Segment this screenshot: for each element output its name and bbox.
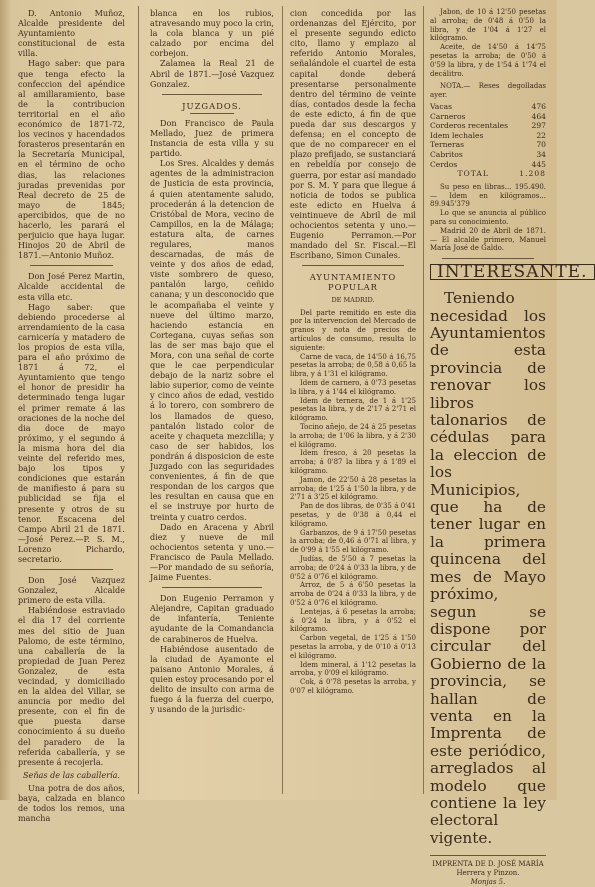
imprint-line: IMPRENTA DE D. JOSÉ MARÍA Herrera y Pinzon.	[432, 860, 544, 878]
notice-mellado-heading: Don Francisco de Paula Mellado, Juez de primera Instancia de esta villa y su partido.	[150, 117, 274, 159]
price-item: Garbanzos, de 9 á 17'50 pesetas la arroba; de 0,46 á 0'71 al libra, y de 0'99 á 1'55 el kilógramo.	[290, 528, 416, 555]
column-rule	[423, 6, 424, 794]
market-prices-continued	[430, 8, 546, 100]
imprint-address: Monjas 5.	[470, 878, 506, 887]
imprint	[430, 855, 546, 887]
total-value: 1.208	[519, 169, 546, 179]
price-item: Pan de dos libras, de 0'35 á 0'41 pesetas, y de 0'38 á 0,44 el kilógramo.	[290, 502, 416, 528]
column-3	[290, 8, 416, 696]
price-item: Carbon vegetal, de 1'25 á 1'50 pesetas la arroba, y de 0'10 á 0'13 el kilógramo.	[290, 634, 416, 660]
separator	[190, 113, 234, 114]
column-rule	[138, 6, 139, 794]
notice-perez-heading: Don José Perez Martin, Alcalde accidental de esta villa etc.	[18, 271, 125, 302]
section-subheading-madrid: DE MADRID.	[331, 295, 375, 304]
section-heading-ayuntamiento: AYUNTAMIENTO POPULAR	[309, 272, 397, 293]
table-row	[430, 150, 546, 160]
price-item: Lentejas, á 6 pesetas la arroba; á 0'24 la libra, y á 0'52 el kilógramo.	[290, 607, 416, 634]
market-prices-intro: Del parte remitido en este dia por la intervencion del Mercado de granos y nota de precios de artículos de consumo, resulta lo siguiente:	[290, 308, 416, 352]
separator	[162, 587, 262, 588]
table-cell-value: 70	[536, 140, 546, 150]
separator	[442, 258, 534, 259]
madrid-signature: Madrid 20 de Abril de 1871.— El alcalde primero, Manuel María José de Galdo.	[430, 226, 546, 253]
table-cell-value: 297	[531, 121, 546, 131]
separator	[302, 265, 404, 266]
table-row	[430, 131, 546, 141]
table-cell-label: Corderos recentales	[430, 121, 509, 131]
table-row	[430, 160, 546, 170]
interesante-body	[430, 290, 546, 847]
notice-munoz-body: Hago saber: que para que tenga efecto la confeccion del apéndice al amillaramiento, base de la contribucion territorial en el año económico de 1871-72, los vecinos y hacendados forasteros presentarán en la Secretaría Municipal, en el término de ocho dias, las relaciones juradas prevenidas por Real decreto de 25 de mayo de 1845; apercibidos, que de no hacerlo, les parará el perjuicio que haya lugar. Hinojos 20 de Abril de 1871.—Antonio Muñoz.	[18, 58, 125, 261]
price-item: Jabon, de 10 á 12'50 pesetas al arroba; de 0'48 á 0'50 la libra, y de 1'04 á 1'27 el kilógramo.	[430, 8, 546, 43]
table-cell-value: 445	[531, 159, 546, 169]
table-cell-label: Cabritos	[430, 149, 463, 159]
price-item: Idem de ternera, de 1 á 1'25 pesetas la libra, y de 2'17 á 2'71 el kilógramo.	[290, 396, 416, 423]
interesante-title-box	[430, 262, 588, 283]
slaughter-summary	[430, 183, 546, 253]
notice-vazquez-signature: Zalamea la Real 21 de Abril de 1871.—José Vazquez Gonzalez.	[150, 58, 274, 89]
total-label: TOTAL	[457, 169, 489, 179]
price-item: Carne de vaca, de 14'50 á 16,75 pesetas la arroba; de 0,58 á 0,65 la libra, y á 1'31 el kilógramo.	[290, 352, 416, 379]
table-cell-value: 22	[536, 130, 546, 140]
table-cell-value: 34	[536, 149, 546, 159]
notice-mellado-body: Los Sres. Alcaldes y demás agentes de la administracion de Justicia de esta provincia, á quien atentamente saludo, procederán á la detencion de Cristóbal de Mora, vecino de Campillos, en la de Málaga; estatura alta, de carnes regulares, manos descarnadas, de más de veinte y dos años de edad, viste sombrero de queso, pantalón largo, ceñido canana; y un desconocido que le acompañaba el veinte y nueve del último marzo, haciendo estancia en Cortegana, cuyas señas son las de ser mas bajo que el Mora, con una señal de corte que le cae perpendicular debajo de la nariz sobre el labio superior, como de veinte y cinco años de edad, vestido á lo torero, con sombrero de los llamados de queso, pantalón listado color de aceite y chaqueta mezclilla; y caso de ser habidos, los pondrán á disposicion de este Juzgado con las seguridades convenientes, á fin de que respondan de los cargos que les resultan en causa que en el se instruye por hurto de treinta y cuatro cerdos.	[150, 158, 274, 522]
price-item: Idem mineral, á 1'12 pesetas la arroba, y 0'09 el kilógramo.	[290, 660, 416, 678]
notice-vazquez-body: Habiéndose estraviado el dia 17 del corriente mes del sitio de Juan Palomo, de este término, una caballería de la propiedad de Juan Perez Gonzalez, de esta vecindad, y domiciliado en la aldea del Villar, se anuncia por medio del presente, con el fin de que puesta darse conocimiento á su dueño del paradero de la referida caballería, y se presente á recojerla.	[18, 605, 125, 767]
interesante-text: Teniendo necesidad los Ayuntamientos de esta provincia de renovar los libros talonarios de cédulas para la eleccion de los Municipios, que ha de tener lugar en la primera quincena del mes de Mayo próximo, segun se dispone por circular del Gobierno de la provincia, se hallan de venta en la Imprenta de este periódico, arreglados al modelo que contiene la ley electoral vigente.	[430, 289, 546, 847]
market-prices	[290, 309, 416, 696]
price-item: Idem de carnero, á 0'73 pesetas la libra, y á 1'44 el kilógramo.	[290, 379, 416, 396]
price-item: Tocino añejo, de 24 á 25 pesetas la arroba; de 1'06 la libra, y á 2'30 el kilógramo.	[290, 422, 416, 449]
slaughter-table	[430, 102, 546, 179]
notice-vazquez-subhead: Señas de las caballería.	[23, 769, 120, 780]
column-2	[150, 8, 274, 714]
notice-vazquez-continued: blanca en los rubios, atravesando muy poco la crin, la cola blanca y un pié calzado por encima del corbejon.	[150, 8, 274, 59]
page-fold-shadow	[0, 0, 10, 800]
table-cell-label: Idem lechales	[430, 130, 484, 140]
table-cell-label: Cerdos	[430, 159, 458, 169]
table-cell-label: Carneros	[430, 111, 466, 121]
table-cell-value: 476	[531, 101, 546, 111]
notice-vazquez-heading: Don José Vazquez Gonzalez, Alcalde primero de esta villa.	[18, 575, 125, 606]
notice-vazquez-description: Una potra de dos años, baya, calzada en blanco de todos los remos, una mancha	[18, 782, 125, 824]
notice-perez-body: Hago saber: que debiendo procederse al arrendamiento de la casa carnicería y matadero de los propios de esta villa, para el año próximo de 1871 á 72, el Ayuntamiento que tengo el honor de presidir ha determinado tenga lugar el primer remate á las oraciones de la noche del dia doce de mayo próximo, y el segundo á la misma hora del dia veinte del referido mes, bajo los tipos y condiciones que estarán de manifiesto á para su publicidad se fija el presente y otros de su tenor. Escacena del Campo Abril 21 de 1871.—José Perez.—P. S. M., Lorenzo Pichardo, secretario.	[18, 301, 125, 564]
table-row	[430, 140, 546, 150]
notice-perramon-body: Habiéndose ausentado de la ciudad de Ayamonte el paisano Antonio Morales, á quien estoy procesando por el delito de insulto con arma de fuego á la fuerza del cuerpo, y usando de la jurisdic-	[150, 643, 274, 715]
column-4	[430, 8, 588, 887]
column-rule	[282, 6, 283, 794]
price-item: Judías, de 5'50 á 7 pesetas la arroba; de 0'24 á 0'33 la libra, y de 0'52 á 0'76 el kilógramo.	[290, 554, 416, 581]
table-cell-label: Terneras	[430, 140, 465, 150]
table-cell-value: 464	[531, 111, 546, 121]
price-item: Aceite, de 14'50 á 14'75 pesetas la arroba; de 0'50 á 0'59 la libra, y de 1'54 á 1'74 el decálitro.	[430, 43, 546, 78]
table-total-row	[430, 169, 546, 179]
column-1	[18, 8, 125, 823]
notice-munoz-heading: D. Antonio Muñoz, Alcalde presidente del Ayuntamiento constitucional de esta villa.	[18, 8, 125, 59]
separator	[162, 94, 262, 95]
notice-perramon-continued: cion concedida por las ordenanzas del Ejército, por el presente segundo edicto cito, llamo y emplazo al referido Antonio Morales, señalándole el cuartel de esta capital donde deberá presentarse personalmente dentro del término de veinte días, contados desde la fecha de este edicto, á fin de que pueda dar sus descargos y defensa; en el concepto de que de no comparecer en el plazo prefijado, se sustanciará en rebeldía por consejo de guerra, por estar así mandado por S. M. Y para que llegue á noticia de todos se publica este edicto en Huelva á veintinueve de Abril de mil ochocientos setenta y uno.—Eugenio Perramon.—Por mandado del Sr. Fiscal.—El Escribano, Simon Cunales.	[290, 8, 416, 261]
slaughter-note: NOTA.— Reses degolladas ayer.	[430, 82, 546, 100]
price-item: Cok, á 0'78 pesetas la arroba, y 0'07 el kilógramo.	[290, 678, 416, 695]
announcement-text: Lo que se anuncia al público para su conocimiento.	[430, 209, 546, 226]
separator	[30, 265, 113, 266]
price-item: Arroz, de 5 á 6'50 pesetas la arroba de 0'24 á 0'33 la libra, y de 0'52 á 0'76 el kilógramo.	[290, 581, 416, 607]
separator	[30, 569, 113, 570]
table-cell-label: Vacas	[430, 101, 452, 111]
weight-text: Su peso en libras... 195.490.— Idem en kilógramos... 89.945'379	[430, 182, 546, 209]
table-row	[430, 102, 546, 112]
price-item: Idem fresco, á 20 pesetas la arroba; á 0'87 la libra y á 1'89 el kilógramo.	[290, 449, 416, 475]
interesante-title: INTERESANTE.	[430, 264, 595, 280]
notice-perramon-heading: Don Eugenio Perramon y Alejandre, Capitan graduado de infantería, Teniente ayudante de la Comandancia de carabineros de Huelva.	[150, 593, 274, 644]
price-item: Jamon, de 22'50 á 28 pesetas la arroba; de 1'25 á 1'50 la libra, y de 2'71 á 3'25 el kilógramo.	[290, 475, 416, 502]
notice-mellado-signature: Dado en Aracena y Abril diez y nueve de mil ochocientos setenta y uno.—Francisco de Paula Mellado.—Por mandado de su señoría, Jaime Fuentes.	[150, 521, 274, 583]
table-row	[430, 112, 546, 122]
table-row	[430, 121, 546, 131]
section-heading-juzgados: JUZGADOS.	[182, 100, 242, 111]
